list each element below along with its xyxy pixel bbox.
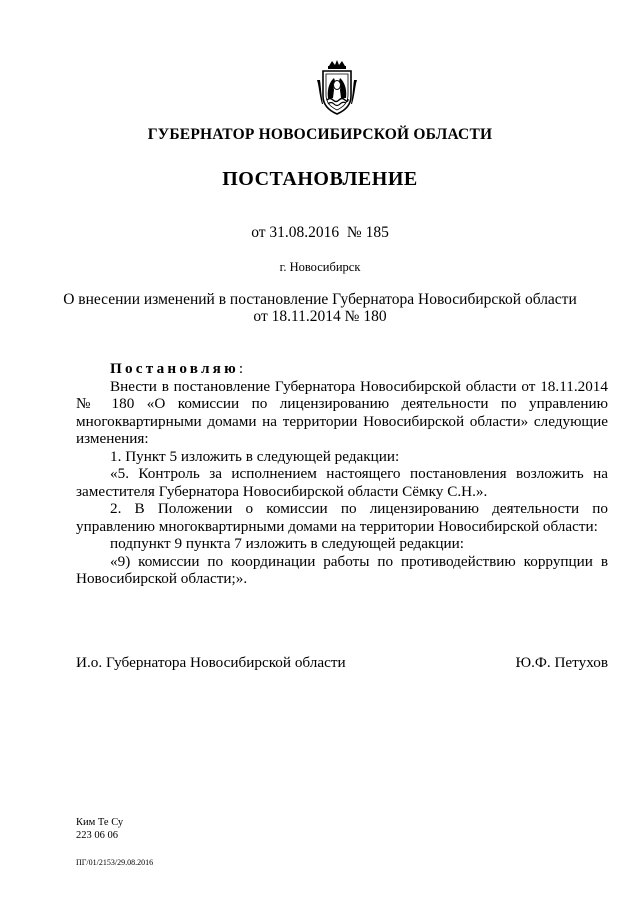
coat-of-arms-icon (313, 60, 361, 116)
signatory-name: Ю.Ф. Петухов (515, 654, 608, 671)
date-prefix: от (251, 224, 266, 241)
resolve-colon: : (238, 360, 244, 377)
paragraph: 1. Пункт 5 изложить в следующей редакции: (110, 447, 400, 465)
paragraph: «9) комиссии по координации работы по противодействию коррупции в Новосибирской области;». (76, 552, 608, 587)
executor-phone: 223 06 06 (76, 830, 118, 841)
document-body (76, 360, 608, 588)
document-code: ПГ/01/2153/29.08.2016 (76, 858, 154, 867)
subject-line-1: О внесении изменений в постановление Губернатора Новосибирской области (63, 291, 577, 308)
document-number: 185 (365, 224, 389, 241)
signatory-position: И.о. Губернатора Новосибирской области (76, 654, 346, 671)
city: г. Новосибирск (279, 260, 361, 274)
document-date: 31.08.2016 (269, 224, 340, 241)
document-type: ПОСТАНОВЛЕНИЕ (222, 168, 418, 190)
document-subject (0, 291, 640, 325)
number-prefix: № (346, 224, 362, 241)
paragraph: подпункт 9 пункта 7 изложить в следующей редакции: (110, 535, 464, 552)
paragraph: 2. В Положении о комиссии по лицензированию деятельности по управлению многоквартирными домами на территории Новосибирской области: (76, 500, 608, 535)
date-line (0, 224, 640, 242)
paragraph: «5. Контроль за исполнением настоящего постановления возложить на заместителя Губернатора Новосибирской области Сёмку С.Н.». (76, 465, 608, 500)
resolve-word: Постановляю (110, 360, 239, 377)
authority-title: ГУБЕРНАТОР НОВОСИБИРСКОЙ ОБЛАСТИ (147, 126, 493, 143)
paragraph: Внести в постановление Губернатора Новосибирской области от 18.11.2014 № 180 «О комиссии по лицензированию деятельности по управлению многоквартирными домами на территории Новосибирской области» следующие изменения: (76, 377, 608, 447)
subject-line-2: от 18.11.2014 № 180 (253, 308, 387, 325)
executor-block (76, 816, 123, 842)
resolve-heading (76, 360, 608, 378)
executor-name: Ким Те Су (76, 817, 124, 828)
